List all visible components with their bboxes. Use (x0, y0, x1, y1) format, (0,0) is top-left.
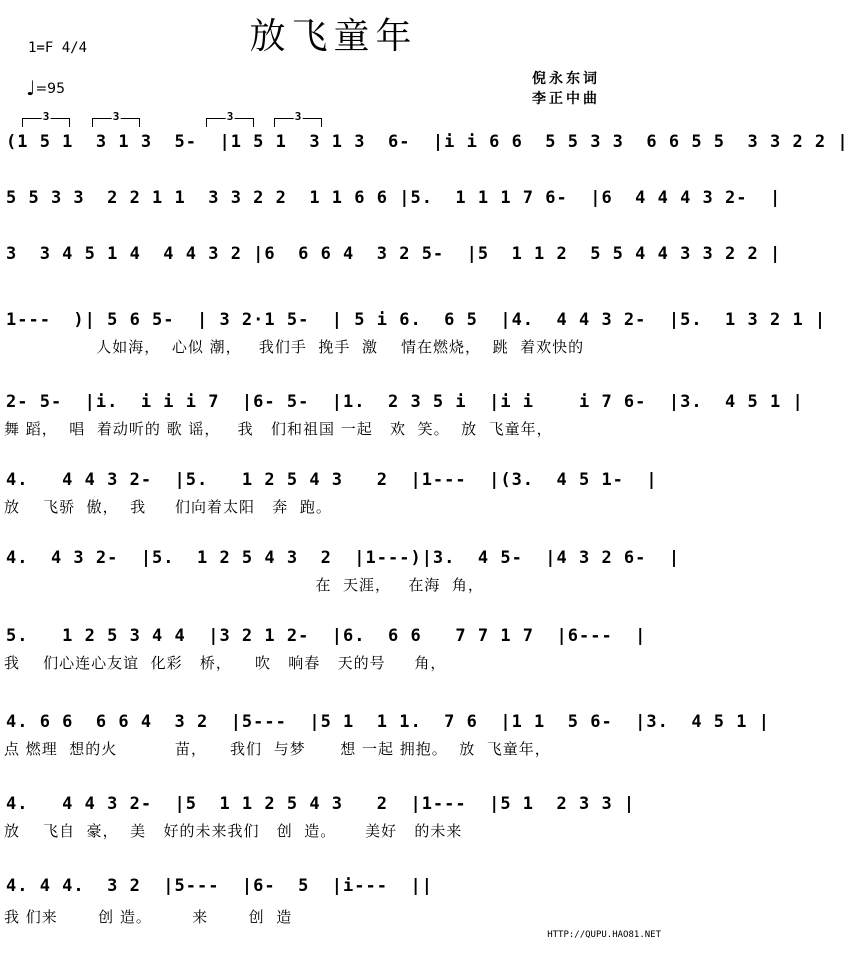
score-row (0, 712, 770, 792)
triplet-bracket: 3 (274, 118, 322, 127)
score-row (0, 626, 667, 706)
quarter-note-icon: ♩ (26, 76, 36, 100)
notation-line: 4. 4 3 2- |5. 1 2 5 4 3 2 |1---)|3. 4 5- |4 3 2 6- | (6, 548, 681, 568)
key-signature: 1=F 4/4 (28, 40, 88, 56)
tempo-value: =95 (35, 81, 65, 97)
lyric-line: 我 们来 创 造。 来 创 造 (4, 908, 293, 926)
notation-line: 4. 4 4. 3 2 |5--- |6- 5 |i--- || (6, 876, 433, 896)
notation-line: 5 5 3 3 2 2 1 1 3 3 2 2 1 1 6 6 |5. 1 1 1 7 6- |6 4 4 4 3 2- | (6, 188, 782, 208)
lyric-line: 舞 蹈， 唱 着动听的 歌 谣， 我 们和祖国 一起 欢 笑。 放 飞童年， (4, 420, 553, 438)
lyric-line: 我 们心连心友谊 化彩 桥， 吹 响春 天的号 角， (4, 654, 447, 672)
notation-line: 2- 5- |i. i i i 7 |6- 5- |1. 2 3 5 i |i i i 7 6- |3. 4 5 1 | (6, 392, 804, 412)
composer-credit: 李正中曲 (532, 91, 600, 107)
score-row (0, 876, 667, 956)
score-row (0, 392, 804, 472)
notation-line: 4. 4 4 3 2- |5. 1 2 5 4 3 2 |1--- |(3. 4 5 1- | (6, 470, 658, 490)
song-title: 放飞童年 (249, 16, 418, 57)
notation-line: (1 5 1 3 1 3 5- |1 5 1 3 1 3 6- |i i 6 6 5 5 3 3 6 6 5 5 3 3 2 2 | (6, 132, 849, 152)
triplet-bracket: 3 (92, 118, 140, 127)
lyricist-credit: 倪永东词 (532, 71, 600, 87)
lyric-line: 放 飞自 豪， 美 好的未来我们 创 造。 美好 的未来 (4, 822, 463, 840)
score-row (0, 794, 667, 874)
notation-line: 1--- )| 5 6 5- | 3 2·1 5- | 5 i 6. 6 5 |4. 4 4 3 2- |5. 1 3 2 1 | (6, 310, 827, 330)
notation-line: 3 3 4 5 1 4 4 4 3 2 |6 6 6 4 3 2 5- |5 1 1 2 5 5 4 4 3 3 2 2 | (6, 244, 782, 264)
source-url: HTTP://QUPU.HAO81.NET (547, 930, 661, 940)
triplet-bracket: 3 (22, 118, 70, 127)
score-row (0, 548, 681, 628)
score-row (0, 310, 827, 390)
lyric-line: 在 天涯， 在海 角， (4, 576, 484, 594)
lyric-line: 放 飞骄 傲， 我 们向着太阳 奔 跑。 (4, 498, 332, 516)
triplet-bracket: 3 (206, 118, 254, 127)
notation-line: 5. 1 2 5 3 4 4 |3 2 1 2- |6. 6 6 7 7 1 7 |6--- | (6, 626, 647, 646)
lyric-line: 人如海， 心似 潮， 我们手 挽手 激 情在燃烧， 跳 着欢快的 (4, 338, 585, 356)
tempo-mark (26, 76, 65, 100)
notation-line: 4. 6 6 6 6 4 3 2 |5--- |5 1 1 1. 7 6 |1 1 5 6- |3. 4 5 1 | (6, 712, 770, 732)
notation-line: 4. 4 4 3 2- |5 1 1 2 5 4 3 2 |1--- |5 1 2 3 3 | (6, 794, 636, 814)
score-row (0, 470, 667, 550)
lyric-line: 点 燃理 想的火 苗， 我们 与梦 想 一起 拥抱。 放 飞童年， (4, 740, 551, 758)
